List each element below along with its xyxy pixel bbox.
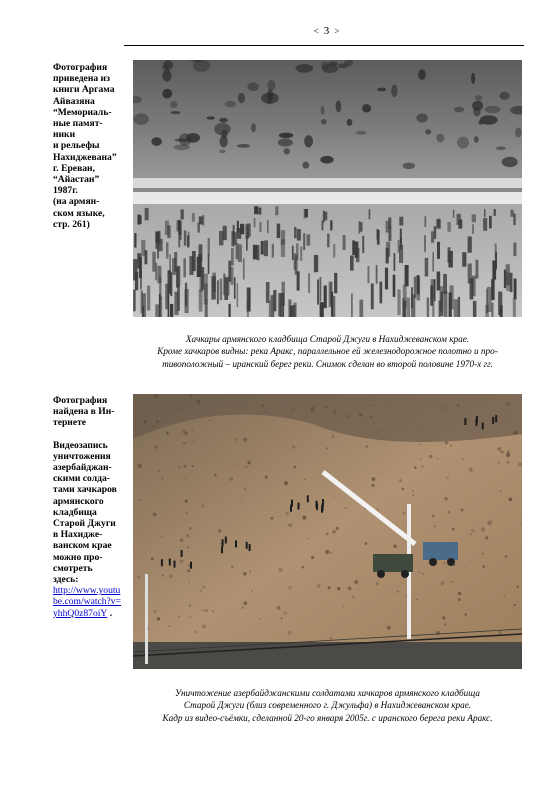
note-line: книги Аргама <box>53 84 115 96</box>
note-line: 1987г. <box>53 185 78 197</box>
note-line: Нахиджевана” <box>53 151 117 163</box>
note-line: тами хачкаров <box>53 484 117 496</box>
video-link[interactable]: yhhQ0z87oiY <box>53 607 108 619</box>
note-line: и рельефы <box>53 140 100 152</box>
note-line: кладбища <box>53 506 97 518</box>
link-suffix: . <box>107 607 113 619</box>
caption-line: Кроме хачкаров видны: река Аракс, параллельное ей железнодорожное полотно и про- <box>157 346 498 357</box>
note-line: ники <box>53 129 76 141</box>
photo1-caption <box>133 333 522 370</box>
note-line: “Айастан” <box>53 174 100 186</box>
note-line: тернете <box>53 417 87 429</box>
video-link[interactable]: be.com/watch?v= <box>53 596 122 608</box>
photo2-source-note <box>53 395 123 619</box>
caption-line: Старой Джуги (близ современного г. Джульфа) в Нахиджеванском крае. <box>183 700 472 711</box>
note-line: стр. 261) <box>53 218 90 230</box>
note-line: ском языке, <box>53 207 105 219</box>
video-link-line <box>53 585 123 596</box>
note-line: (на армян- <box>53 196 100 208</box>
video-frame-image <box>133 394 522 669</box>
note-line: “Мемориаль- <box>53 106 112 118</box>
caption-line: Уничтожение азербайджанскими солдатами хачкаров армянского кладбища <box>175 688 480 698</box>
note-line: смотреть <box>53 562 93 574</box>
photo1-source-note <box>53 62 123 230</box>
note-line: уничтожения <box>53 450 111 462</box>
photo2-caption <box>133 687 522 724</box>
note-line: ванском крае <box>53 540 112 552</box>
note-line: приведена из <box>53 73 110 85</box>
video-link-line <box>53 596 123 607</box>
next-page-button[interactable]: > <box>334 26 341 36</box>
caption-line: тивоположный – иранский берег реки. Снимок сделан во второй половине 1970-х гг. <box>162 358 493 369</box>
note-line: Фотография <box>53 395 108 406</box>
destruction-video-frame-photo <box>133 394 522 669</box>
khachkar-cemetery-photo <box>133 60 522 317</box>
note-line: можно про- <box>53 551 103 563</box>
prev-page-button[interactable]: < <box>313 26 320 36</box>
note-line: найдена в Ин- <box>53 406 115 418</box>
caption-line: Кадр из видео-съёмки, сделанной 20-го января 2005г. с иранского берега реки Аракс. <box>162 712 493 723</box>
note-line: скими солда- <box>53 473 110 485</box>
cemetery-photo-image <box>133 60 522 317</box>
header-rule <box>124 45 524 46</box>
page-number: 3 <box>323 25 331 37</box>
note-line: азербайджан- <box>53 462 112 474</box>
note-line: ные памят- <box>53 118 103 130</box>
note-line: Айвазяна <box>53 95 95 107</box>
caption-line: Хачкары армянского кладбища Старой Джуги в Нахиджеванском крае. <box>185 334 470 344</box>
note-line: Видеозапись <box>53 439 108 451</box>
note-line: Старой Джуги <box>53 518 116 530</box>
note-line: в Нахидже- <box>53 529 103 541</box>
note-line: здесь: <box>53 574 79 586</box>
video-link-line <box>53 608 123 619</box>
video-link[interactable]: http://www.youtu <box>53 585 121 597</box>
note-line: г. Ереван, <box>53 162 95 174</box>
page-navigation <box>302 25 352 37</box>
note-line: армянского <box>53 495 104 507</box>
note-line: Фотография <box>53 62 108 73</box>
